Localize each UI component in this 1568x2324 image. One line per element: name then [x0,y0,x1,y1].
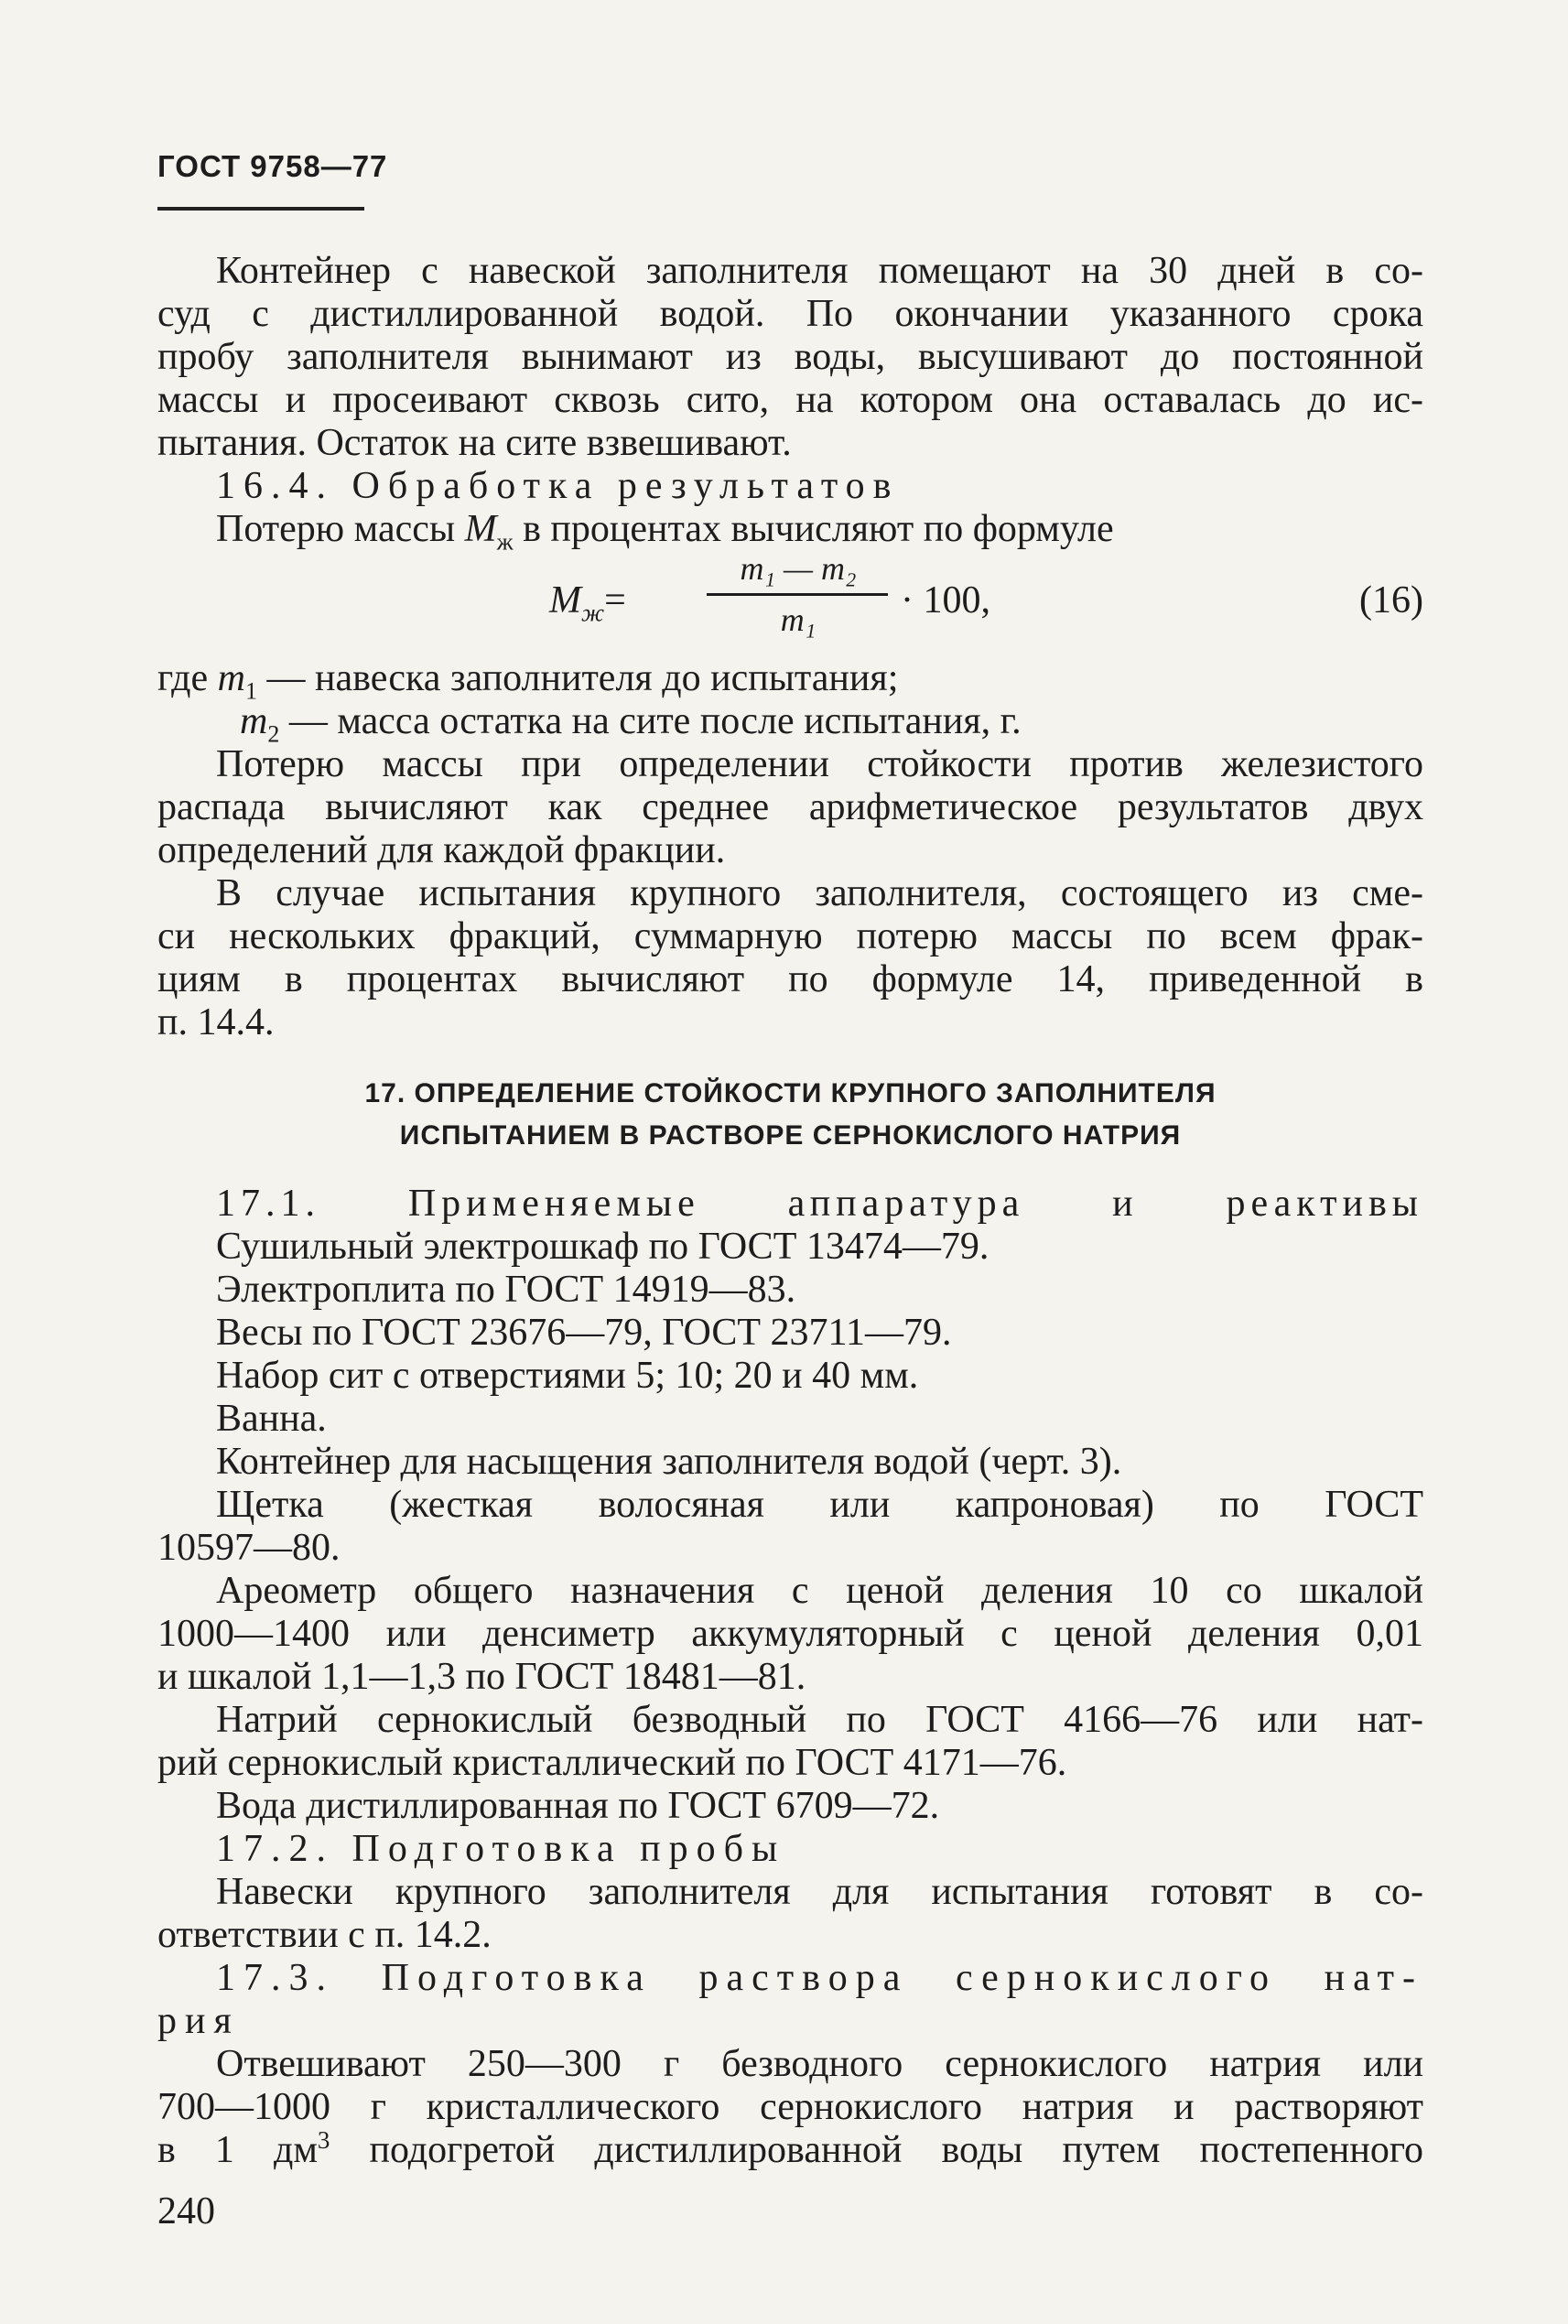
para1-line-2: суд с дистиллированной водой. По окончании указанного срока [157,293,1423,335]
page-number: 240 [157,2190,215,2232]
equipment-item: Электроплита по ГОСТ 14919—83. [216,1269,796,1311]
solution-line-2: 700—1000 г кристаллического сернокислого натрия и растворяют [157,2086,1423,2128]
subsection-17-3-title-line-1: 17.3. Подготовка раствора сернокислого нат- [216,1957,1423,1999]
areometer-line-1: Ареометр общего назначения с ценой деления 10 со шкалой [216,1570,1423,1612]
para1-line-3: пробу заполнителя вынимают из воды, высушивают до постоянной [157,336,1423,378]
para1-line-1: Контейнер с навеской заполнителя помещают на 30 дней в со- [216,250,1423,292]
subsection-17-1-title: 17.1. Применяемые аппаратура и реактивы [216,1183,1423,1225]
para1-line-4: массы и просеивают сквозь сито, на котором она оставалась до ис- [157,379,1423,421]
equipment-item: Ванна. [216,1398,327,1440]
sample-line-1: Навески крупного заполнителя для испытания готовят в со- [216,1871,1423,1913]
para3-line-3: циям в процентах вычисляют по формуле 14, приведенной в [157,958,1423,1000]
where-line-2: $m_2$ — масса остатка на сите после испытания, г. [240,700,1022,748]
para1-line-5: пытания. Остаток на сите взвешивают. [157,422,792,464]
para2-line-2: распада вычисляют как среднее арифметическое результатов двух [157,786,1423,828]
brush-line-1: Щетка (жесткая волосяная или капроновая) по ГОСТ [216,1484,1423,1526]
section-17-heading-line-1: 17. ОПРЕДЕЛЕНИЕ СТОЙКОСТИ КРУПНОГО ЗАПОЛНИТЕЛЯ [364,1078,1217,1108]
header-rule [157,207,364,211]
formula-lhs: $М_ж=$ [549,579,626,627]
running-header: ГОСТ 9758—77 [157,149,388,183]
para2-line-1: Потерю массы при определении стойкости против железистого [216,743,1423,785]
equipment-item: Сушильный электрошкаф по ГОСТ 13474—79. [216,1226,989,1268]
para3-line-4: п. 14.4. [157,1001,275,1043]
subsection-16-4-title: 16.4. Обработка результатов [216,465,900,507]
brush-line-2: 10597—80. [157,1527,341,1569]
solution-line-3: в 1 $дм^3$ подогретой дистиллированной воды путем постепенного [157,2126,1423,2171]
formula-16 [157,549,1423,668]
subsection-17-3-title-line-2: рия [157,2000,240,2042]
formula-denominator: m₁ [780,601,816,638]
water-line: Вода дистиллированная по ГОСТ 6709—72. [216,1785,940,1827]
areometer-line-2: 1000—1400 или денсиметр аккумуляторный с ценой деления 0,01 [157,1613,1423,1655]
para3-line-2: си нескольких фракций, суммарную потерю массы по всем фрак- [157,915,1423,957]
para3-line-1: В случае испытания крупного заполнителя, состоящего из сме- [216,872,1423,914]
where-line-1: где $m_1$ — навеска заполнителя до испытания; [157,657,899,705]
formula-numerator: m₁ — m₂ [740,550,857,587]
section-17-heading-line-2: ИСПЫТАНИЕМ В РАСТВОРЕ СЕРНОКИСЛОГО НАТРИЯ [399,1120,1182,1151]
sample-line-2: ответствии с п. 14.2. [157,1914,492,1956]
equipment-item: Набор сит с отверстиями 5; 10; 20 и 40 мм. [216,1355,919,1397]
formula-intro: Потерю массы $М_ж$ в процентах вычисляют по формуле [216,508,1114,556]
formula-number: (16) [1359,579,1423,622]
fraction-bar [707,593,888,596]
equipment-item: Весы по ГОСТ 23676—79, ГОСТ 23711—79. [216,1312,952,1354]
subsection-17-2-title: 17.2. Подготовка пробы [216,1828,786,1870]
solution-line-1: Отвешивают 250—300 г безводного сернокислого натрия или [216,2043,1423,2085]
equipment-item: Контейнер для насыщения заполнителя водой (черт. 3). [216,1441,1122,1483]
sodium-line-1: Натрий сернокислый безводный по ГОСТ 4166—76 или нат- [216,1699,1423,1741]
para2-line-3: определений для каждой фракции. [157,829,726,871]
sodium-line-2: рий сернокислый кристаллический по ГОСТ 4171—76. [157,1742,1067,1784]
formula-rhs: · 100, [901,579,990,622]
areometer-line-3: и шкалой 1,1—1,3 по ГОСТ 18481—81. [157,1656,806,1698]
